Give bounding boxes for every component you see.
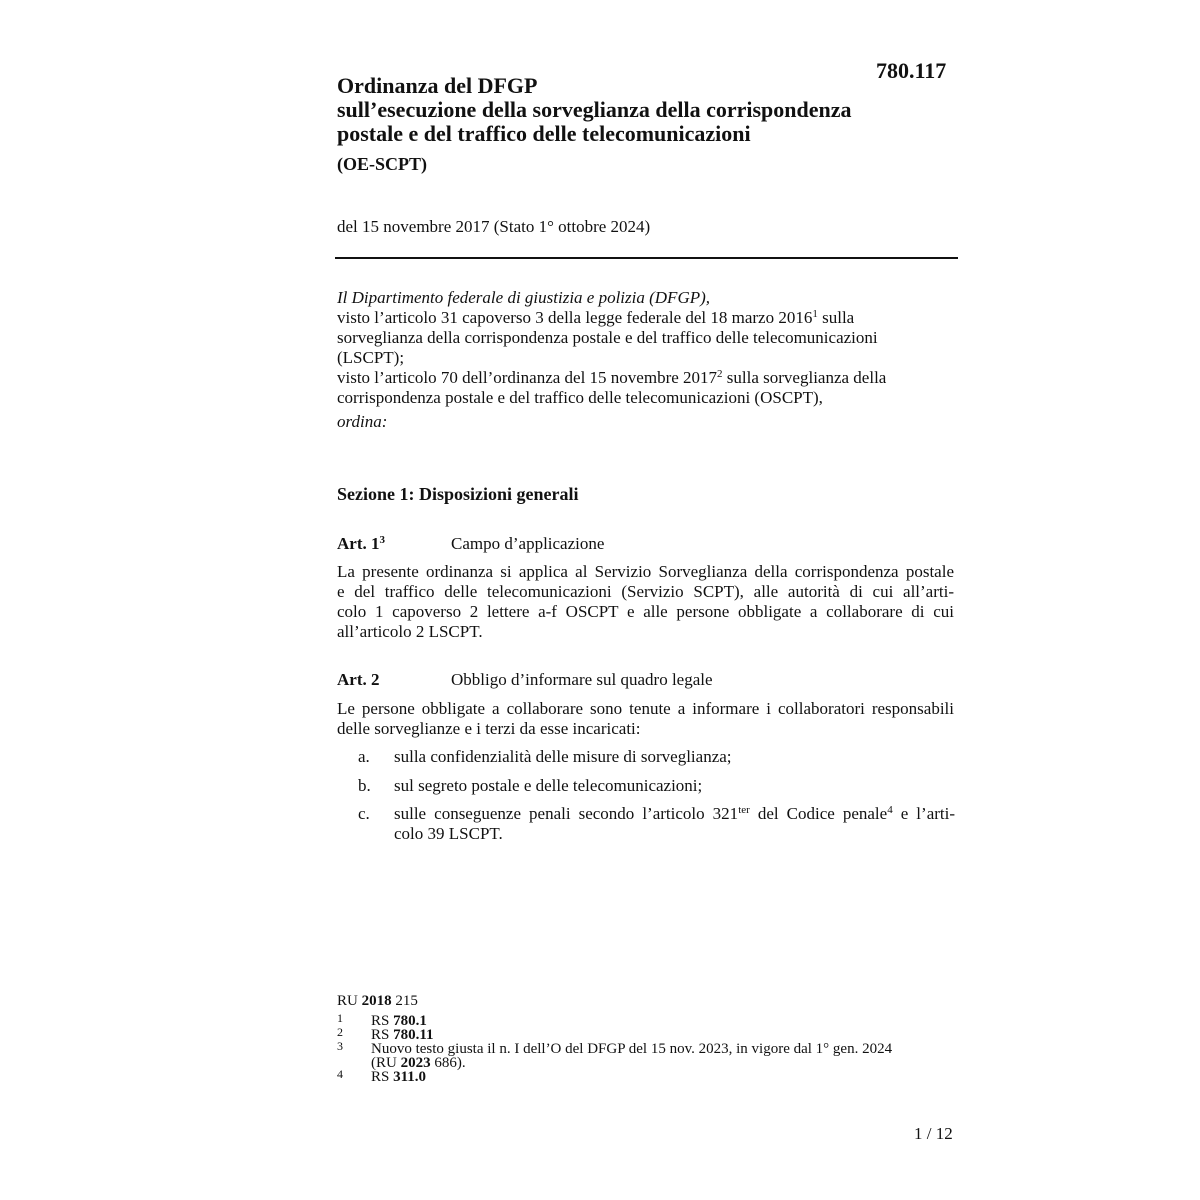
footnote-4-ref[interactable]: 311.0 bbox=[393, 1069, 427, 1085]
list-item-c-line-2: colo 39 LSCPT. bbox=[394, 824, 503, 843]
footnote-text: Nuovo testo giusta il n. I dell’O del DFGP del 15 nov. 2023, in vigore dal 1° gen. 2024 bbox=[371, 1041, 893, 1057]
footnote-2 bbox=[337, 1025, 957, 1043]
preamble-visto-2 bbox=[337, 368, 957, 388]
preamble-authority: Il Dipartimento federale di giustizia e polizia (DFGP), bbox=[337, 288, 711, 307]
footnote-4 bbox=[337, 1067, 957, 1085]
superscript-ter: ter bbox=[738, 804, 750, 816]
article-2-body bbox=[337, 699, 954, 739]
footnote-number: 4 bbox=[337, 1067, 343, 1081]
list-item-a-text: sulla confidenzialità delle misure di sorveglianza; bbox=[394, 747, 732, 766]
list-item bbox=[358, 804, 955, 848]
article-1-line-4: all’articolo 2 LSCPT. bbox=[337, 622, 483, 641]
list-item-text bbox=[394, 776, 955, 796]
list-item-c-text-b: del Codice penale bbox=[749, 804, 888, 823]
footnote-number: 1 bbox=[337, 1011, 343, 1025]
list-item-c-text-c: e l’arti- bbox=[892, 804, 956, 823]
article-1-body bbox=[337, 562, 954, 642]
list-item-letter: a. bbox=[358, 747, 370, 766]
footnote-text bbox=[371, 1070, 957, 1084]
preamble-visto-1-line-2: sorveglianza della corrispondenza postale e del traffico delle telecomunicazioni bbox=[337, 328, 878, 347]
document-date: del 15 novembre 2017 (Stato 1° ottobre 2024) bbox=[337, 217, 651, 236]
preamble-visto-2-line-2: corrispondenza postale e del traffico delle telecomunicazioni (OSCPT), bbox=[337, 388, 823, 407]
preamble-visto-2-tail: sulla sorveglianza della bbox=[722, 368, 887, 387]
article-1-line-1: La presente ordinanza si applica al Servizio Sorveglianza della corrispondenza postale bbox=[337, 562, 954, 581]
footnote-ref-2[interactable]: 2 bbox=[717, 368, 723, 380]
preamble-visto-1 bbox=[337, 308, 957, 328]
article-2-number: Art. 2 bbox=[337, 670, 380, 689]
footnote-1 bbox=[337, 1011, 957, 1029]
list-item bbox=[358, 747, 955, 769]
footnotes bbox=[337, 1011, 957, 1085]
article-2-line-2: delle sorveglianze e i terzi da esse incaricati: bbox=[337, 719, 641, 738]
list-item-b-text: sul segreto postale e delle telecomunicazioni; bbox=[394, 776, 703, 795]
page-number: 1 / 12 bbox=[914, 1124, 953, 1143]
list-item-letter: b. bbox=[358, 776, 371, 795]
title-line-2: sull’esecuzione della sorveglianza della corrispondenza bbox=[337, 97, 852, 122]
footnote-3-ref[interactable]: 2023 bbox=[400, 1055, 431, 1071]
footnote-2-ref[interactable]: 780.11 bbox=[393, 1027, 434, 1043]
footnote-3-tail: 686). bbox=[430, 1055, 466, 1071]
preamble-visto-1-text: visto l’articolo 31 capoverso 3 della legge federale del 18 marzo 2016 bbox=[337, 308, 813, 327]
footnote-1-prefix: RS bbox=[371, 1013, 394, 1029]
article-1-line-3: colo 1 capoverso 2 lettere a-f OSCPT e alle persone obbligate a collaborare di cui bbox=[337, 602, 954, 621]
header-divider bbox=[335, 257, 958, 259]
article-2-heading bbox=[337, 670, 957, 692]
list-item-text bbox=[394, 804, 955, 844]
article-1-number-text: Art. 1 bbox=[337, 534, 380, 553]
ru-page: 215 bbox=[391, 993, 418, 1009]
ru-reference bbox=[337, 993, 418, 1010]
list-item-letter: c. bbox=[358, 804, 370, 823]
footnote-1-ref[interactable]: 780.1 bbox=[393, 1013, 427, 1029]
preamble bbox=[337, 288, 957, 432]
list-item-text bbox=[394, 747, 955, 767]
article-2-title: Obbligo d’informare sul quadro legale bbox=[451, 670, 713, 689]
preamble-visto-1-tail: sulla bbox=[817, 308, 855, 327]
preamble-visto-1-line-3: (LSCPT); bbox=[337, 348, 405, 367]
title-line-3: postale e del traffico delle telecomunicazioni bbox=[337, 121, 751, 146]
footnote-text bbox=[371, 1014, 957, 1028]
section-title: Sezione 1: Disposizioni generali bbox=[337, 484, 579, 504]
article-2-line-1: Le persone obbligate a collaborare sono tenute a informare i collaboratori responsabili bbox=[337, 699, 954, 718]
preamble-visto-2-text: visto l’articolo 70 dell’ordinanza del 15 novembre 2017 bbox=[337, 368, 718, 387]
preamble-ordina: ordina: bbox=[337, 412, 388, 431]
title-line-1: Ordinanza del DFGP bbox=[337, 73, 538, 98]
footnote-text bbox=[371, 1028, 957, 1042]
footnote-3-prefix: (RU bbox=[371, 1055, 401, 1071]
footnote-3 bbox=[337, 1039, 957, 1071]
footnote-4-prefix: RS bbox=[371, 1069, 394, 1085]
footnote-number: 2 bbox=[337, 1025, 343, 1039]
footnote-ref-1[interactable]: 1 bbox=[812, 308, 818, 320]
footnote-ref-4[interactable]: 4 bbox=[887, 804, 893, 816]
footnote-2-prefix: RS bbox=[371, 1027, 394, 1043]
list-item bbox=[358, 776, 955, 798]
document-abbreviation: (OE-SCPT) bbox=[337, 154, 427, 174]
ru-prefix: RU bbox=[337, 993, 362, 1009]
sr-number: 780.117 bbox=[876, 58, 947, 83]
article-1-number bbox=[337, 534, 385, 554]
list-item-c-text-a: sulle conseguenze penali secondo l’articolo 321 bbox=[394, 804, 739, 823]
document-title bbox=[337, 74, 852, 146]
footnote-ref-3[interactable]: 3 bbox=[379, 534, 385, 546]
footnote-3-line-2 bbox=[371, 1056, 957, 1070]
article-1-heading bbox=[337, 534, 957, 556]
article-1-title: Campo d’applicazione bbox=[451, 534, 605, 553]
article-1-line-2: e del traffico delle telecomunicazioni (Servizio SCPT), alle autorità di cui all’arti- bbox=[337, 582, 954, 601]
ru-year: 2018 bbox=[361, 993, 392, 1009]
footnote-number: 3 bbox=[337, 1039, 343, 1053]
list-item-c-line-1 bbox=[394, 804, 955, 824]
